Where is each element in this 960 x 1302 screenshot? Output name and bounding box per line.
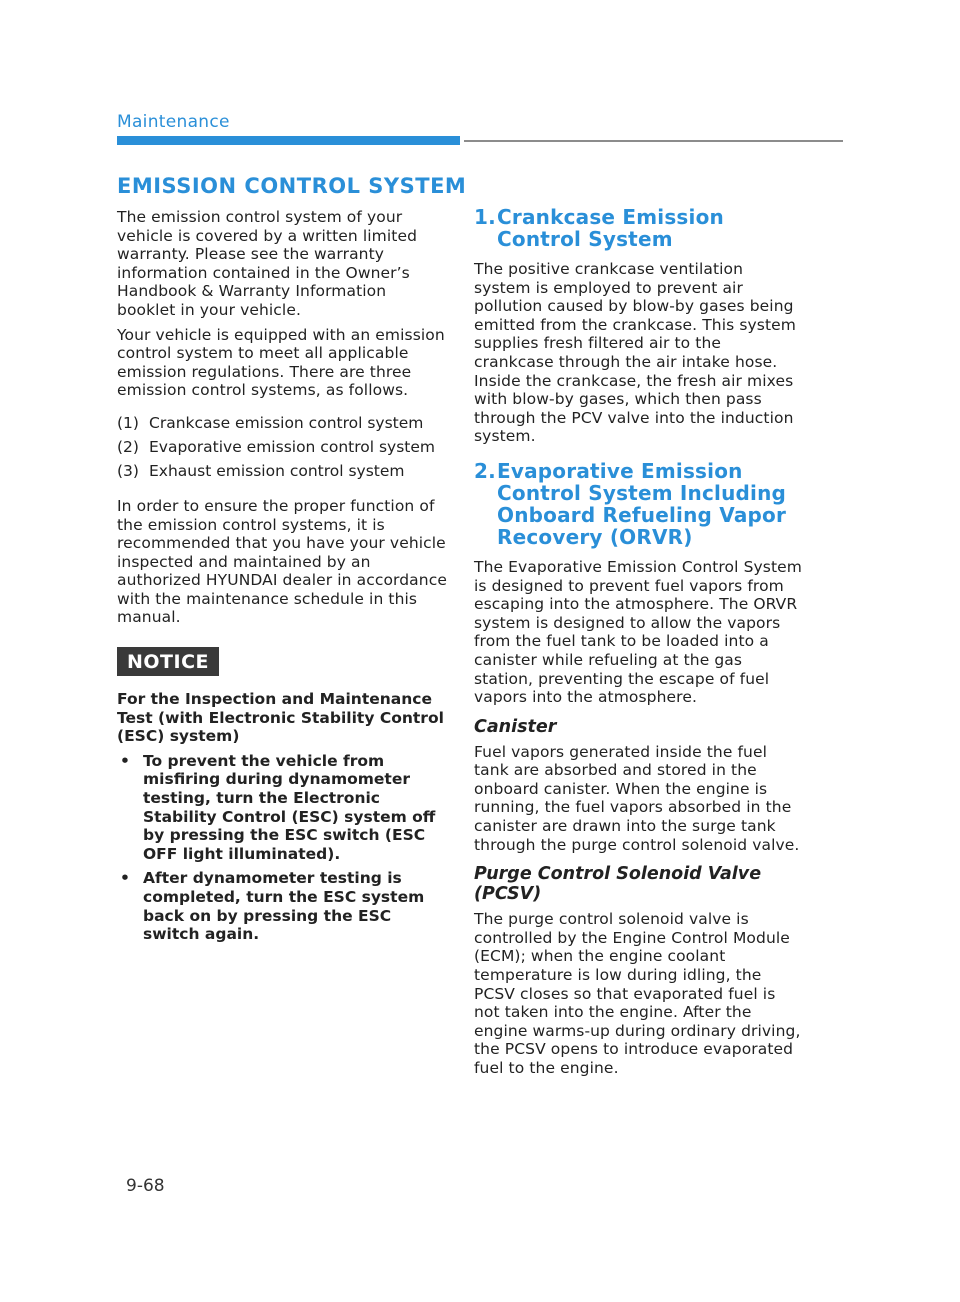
- canister-paragraph: Fuel vapors generated inside the fuel tank are absorbed and stored in the onboard canister. When the engine is running, the fuel vapors absorbed in the canister are drawn into the surge tank through the purge control solenoid valve.: [474, 742, 800, 854]
- page-title: EMISSION CONTROL SYSTEM: [117, 174, 467, 198]
- section-heading-evaporative: 2. Evaporative Emission Control System Including Onboard Refueling Vapor Recovery (ORVR): [474, 458, 787, 549]
- pcsv-paragraph: The purge control solenoid valve is controlled by the Engine Control Module (ECM); when the engine coolant temperature is low during idling, the PCSV closes so that evaporated fuel is not taken into the engine. After the engine warms-up during ordinary driving, the PCSV opens to introduce evaporated fuel to the engine.: [474, 910, 801, 1077]
- notice-badge: NOTICE: [117, 647, 219, 676]
- bullet-icon: •: [120, 751, 130, 770]
- intro-paragraph-2: Your vehicle is equipped with an emission control system to meet all applicable emission regulations. There are three emission control systems, as follows.: [117, 325, 445, 400]
- list-item: (3) Exhaust emission control system: [117, 462, 405, 481]
- crankcase-paragraph: The positive crankcase ventilation system is employed to prevent air pollution caused by blow-by gases being emitted from the crankcase. This system supplies fresh filtered air to the crankcase through the air intake hose. Inside the crankcase, the fresh air mixes with blow-by gases, which then pass through the PCV valve into the induction system.: [474, 260, 796, 446]
- section-heading-crankcase: 1. Crankcase Emission Control System: [474, 205, 724, 251]
- right-column: [474, 206, 804, 1078]
- evaporative-paragraph: The Evaporative Emission Control System is designed to prevent fuel vapors from escaping into the atmosphere. The ORVR system is designed to allow the vapors from the fuel tank to be loaded into a canister while refueling at the gas station, preventing the escape of fuel vapors into the atmosphere.: [474, 557, 802, 707]
- emission-systems-list: [117, 414, 447, 481]
- notice-intro: For the Inspection and Maintenance Test (with Electronic Stability Control (ESC) system): [117, 690, 444, 746]
- maintenance-paragraph: In order to ensure the proper function of the emission control systems, it is recommended that you have your vehicle inspected and maintained by an authorized HYUNDAI dealer in accordance with the maintenance schedule in this manual.: [117, 496, 447, 627]
- section-label: Maintenance: [117, 112, 230, 132]
- list-item: (1) Crankcase emission control system: [117, 413, 424, 432]
- notice-bullets: [117, 752, 447, 944]
- pcsv-heading: Purge Control Solenoid Valve (PCSV): [474, 864, 762, 905]
- header-rule-accent: [117, 136, 460, 145]
- list-item: (2) Evaporative emission control system: [117, 438, 436, 457]
- list-item: • To prevent the vehicle from misfiring during dynamometer testing, turn the Electronic Stability Control (ESC) system off by pressing the ESC switch (ESC OFF light illuminated).: [117, 752, 447, 864]
- bullet-icon: •: [120, 869, 130, 888]
- intro-paragraph-1: The emission control system of your vehicle is covered by a written limited warranty. Please see the warranty information contained in the Owner’s Handbook & Warranty Information booklet in your vehicle.: [117, 208, 418, 319]
- list-item: • After dynamometer testing is completed, turn the ESC system back on by pressing the ESC switch again.: [117, 869, 447, 943]
- page-number: 9-68: [126, 1176, 165, 1196]
- canister-heading: Canister: [474, 716, 557, 737]
- header-rule: [464, 140, 843, 142]
- left-column: [117, 174, 467, 950]
